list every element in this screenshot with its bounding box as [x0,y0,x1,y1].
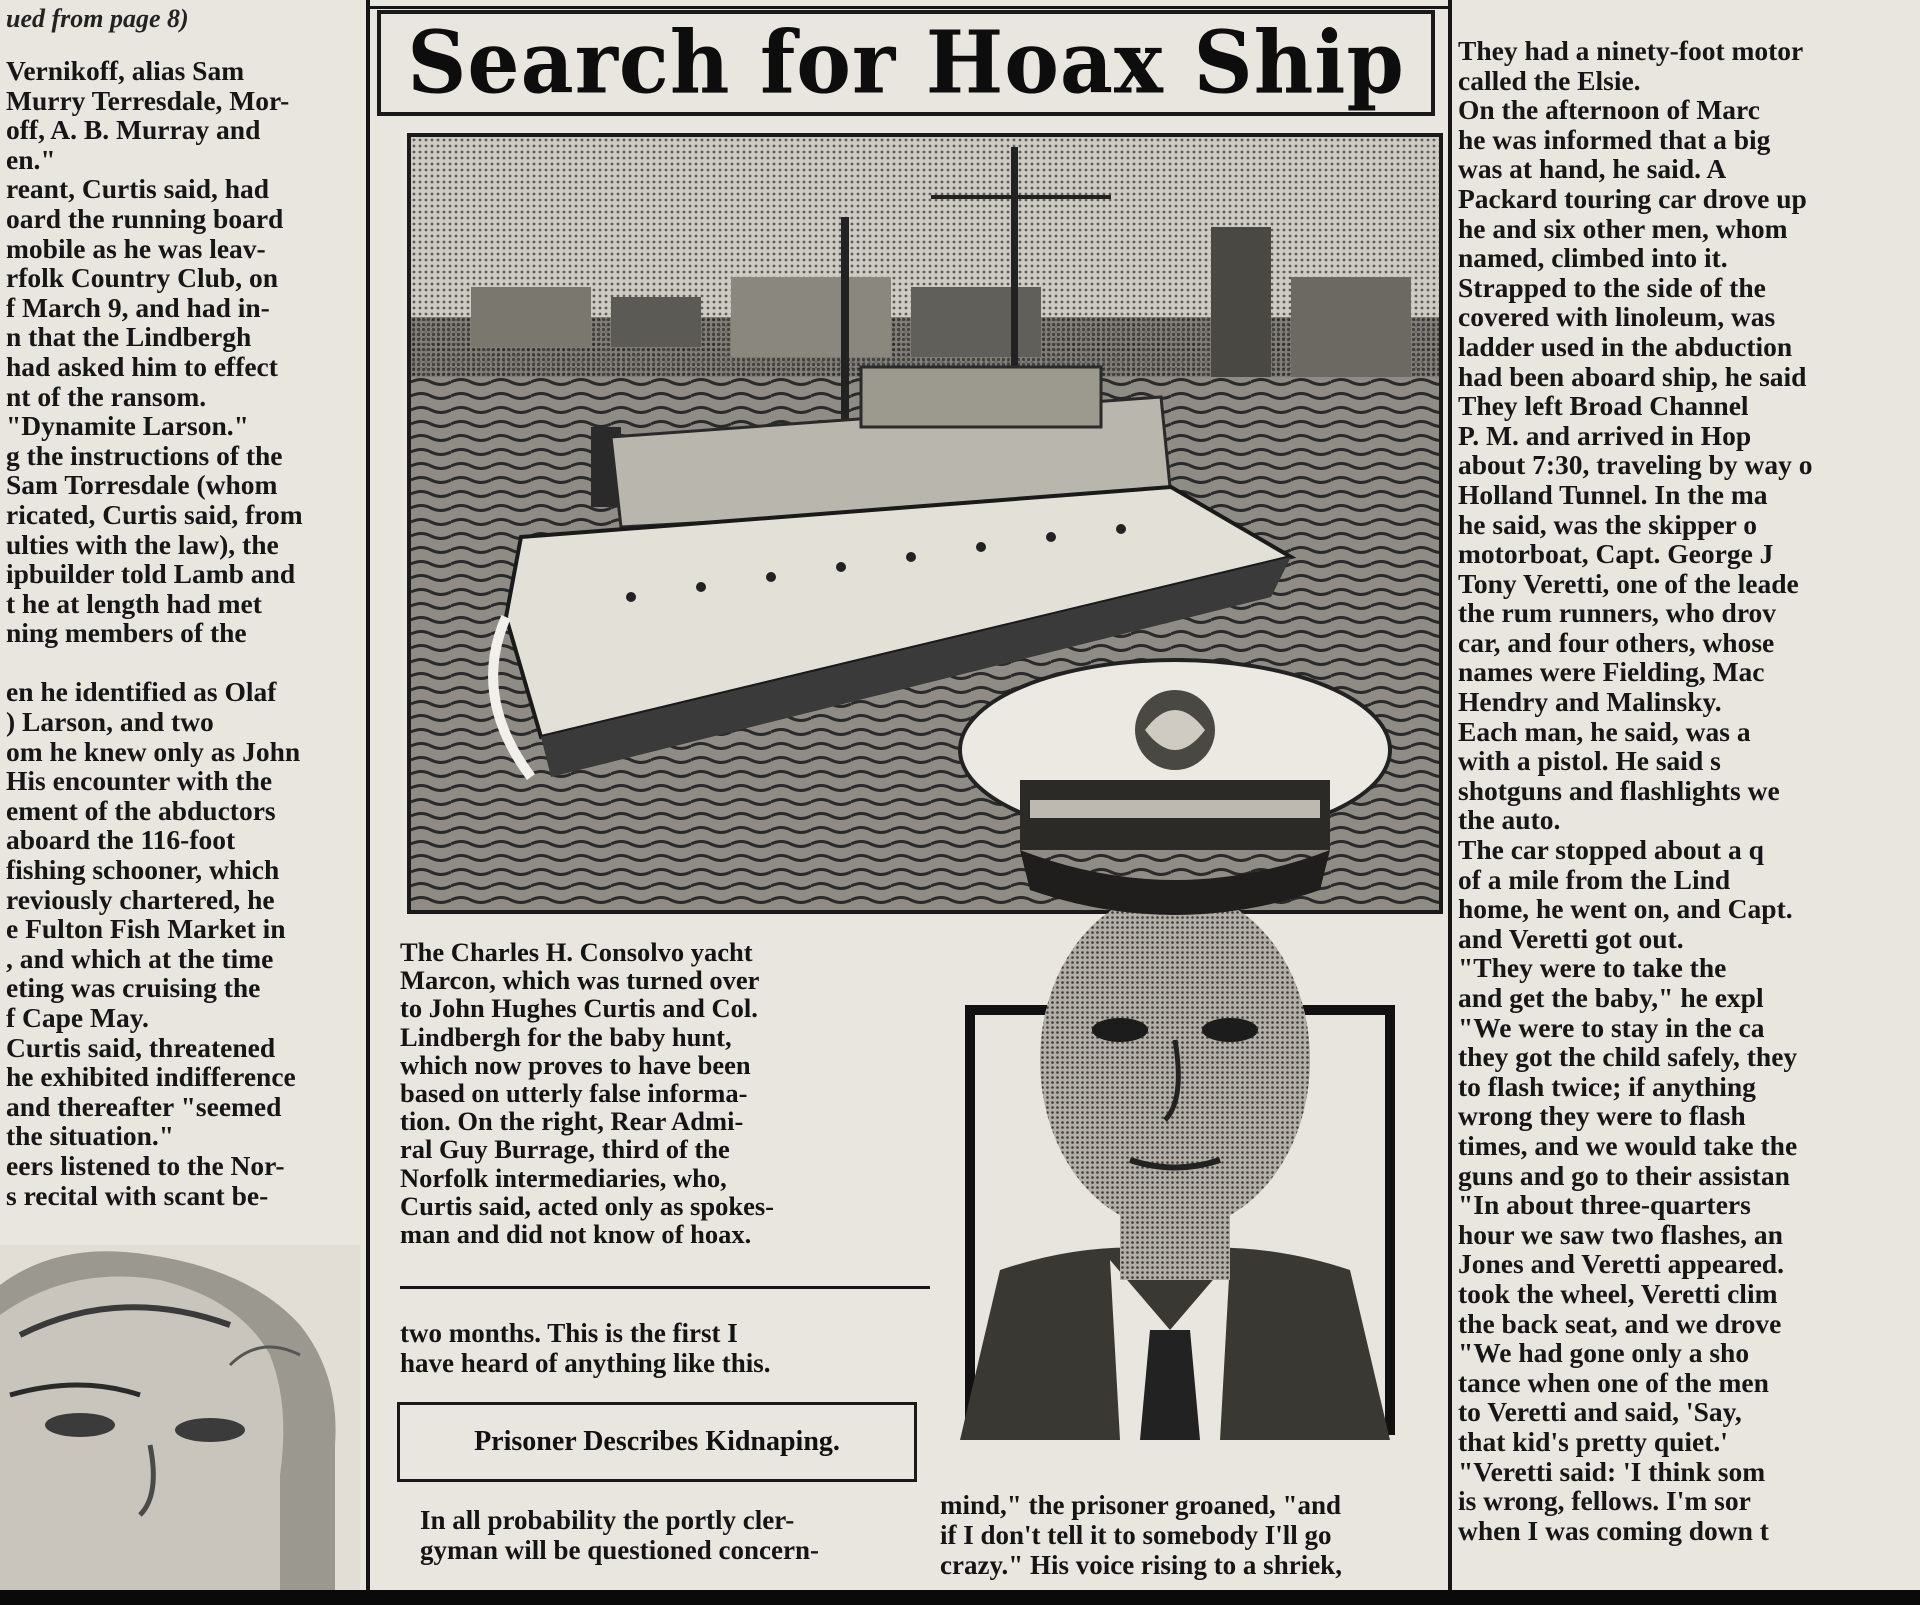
right-column-line: "They were to take the [1458,952,1727,984]
scan-bottom-edge [0,1590,1920,1605]
left-column-line: eers listened to the Nor- [6,1149,285,1181]
right-column-line: is wrong, fellows. I'm sor [1458,1485,1751,1517]
left-column-line: n that the Lindbergh [6,321,252,353]
left-column-line: om he knew only as John [6,735,301,767]
middle-continuation-line: have heard of anything like this. [400,1348,771,1378]
right-column-line: guns and go to their assistan [1458,1159,1790,1191]
right-column-line: wrong they were to flash [1458,1100,1746,1132]
caption-line: Marcon, which was turned over [400,965,760,996]
left-column-line: f Cape May. [6,1002,149,1033]
right-column-line: "We had gone only a sho [1458,1337,1750,1369]
middle-continuation-line: two months. This is the first I [400,1318,738,1348]
caption-line: ral Guy Burrage, third of the [400,1134,730,1165]
left-column-line: ement of the abductors [6,794,276,826]
continued-note: ued from page 8) [6,4,189,33]
left-column-line: t he at length had met [6,587,262,619]
column-rule-left [366,0,370,1590]
left-column-line: s recital with scant be- [6,1179,269,1211]
right-column-line: motorboat, Capt. George J [1458,538,1774,570]
photo-caption [400,938,900,1248]
left-column-line: he exhibited indifference [6,1061,296,1093]
left-column-line: g the instructions of the [6,439,283,471]
caption-line: based on utterly false informa- [400,1077,748,1108]
column-rule-right [1448,0,1452,1590]
middle-continuation-text [400,1318,930,1382]
left-column-line: had asked him to effect [6,350,278,382]
left-column-line: fishing schooner, which [6,854,280,886]
left-column-line: Murry Terresdale, Mor- [6,84,290,116]
admiral-portrait [940,640,1410,1440]
left-column-line: ) Larson, and two [6,706,214,738]
right-column-line: Packard touring car drove up [1458,182,1807,214]
right-column-line: home, he went on, and Capt. [1458,893,1793,925]
left-column-line: the situation." [6,1120,175,1152]
right-column-line: car, and four others, whose [1458,626,1775,658]
right-column-line: Strapped to the side of the [1458,271,1766,303]
headline: Search for Hoax Ship [407,12,1405,114]
right-column-line: On the afternoon of Marc [1458,94,1760,126]
caption-rule [400,1286,930,1289]
left-column-line: e Fulton Fish Market in [6,913,286,945]
left-column-line: Vernikoff, alias Sam [6,56,245,86]
right-column-line: covered with linoleum, was [1458,301,1776,333]
center-bottom-line: crazy." His voice rising to a shriek, [940,1550,1342,1580]
left-column-line: oard the running board [6,202,284,234]
right-column-line: with a pistol. He said s [1458,745,1721,777]
left-column-line: rfolk Country Club, on [6,262,278,294]
right-column-line: Hendry and Malinsky. [1458,686,1722,718]
right-column-line: and Veretti got out. [1458,922,1684,954]
right-column-text [1458,36,1918,1590]
left-column-line: en he identified as Olaf [6,676,277,708]
right-column-line: times, and we would take the [1458,1129,1798,1161]
right-column-line: they got the child safely, they [1458,1041,1798,1073]
left-column-line: aboard the 116-foot [6,824,236,856]
right-column-line: to Veretti and said, 'Say, [1458,1396,1742,1428]
left-column-line: reant, Curtis said, had [6,173,270,205]
left-column-line: ulties with the law), the [6,528,279,560]
right-column-line: They had a ninety-foot motor [1458,36,1804,66]
caption-line: Lindbergh for the baby hunt, [400,1021,732,1052]
subhead-box [397,1402,917,1482]
right-column-line: the auto. [1458,804,1561,836]
right-column-line: he was informed that a big [1458,123,1771,155]
right-column-line: when I was coming down t [1458,1514,1769,1546]
left-column-line: mobile as he was leav- [6,232,266,264]
left-column-line: "Dynamite Larson." [6,410,249,442]
right-column-line: was at hand, he said. A [1458,153,1727,185]
caption-line: man and did not know of hoax. [400,1218,752,1249]
right-column-line: he and six other men, whom [1458,212,1788,244]
center-bottom-line: mind," the prisoner groaned, "and [940,1490,1342,1520]
right-column-line: hour we saw two flashes, an [1458,1218,1783,1250]
right-column-line: "We were to stay in the ca [1458,1011,1765,1043]
caption-line: Norfolk intermediaries, who, [400,1162,727,1193]
caption-line: Curtis said, acted only as spokes- [400,1190,774,1221]
right-column-line: took the wheel, Veretti clim [1458,1277,1778,1309]
right-column-line: The car stopped about a q [1458,834,1764,866]
right-column-line: that kid's pretty quiet.' [1458,1425,1728,1457]
left-column-line: ning members of the [6,617,247,649]
right-column-line: Holland Tunnel. In the ma [1458,478,1768,510]
left-column-line: Sam Torresdale (whom [6,469,278,501]
caption-line: The Charles H. Consolvo yacht [400,938,753,967]
middle-bottom-text [420,1505,920,1585]
right-column-line: tance when one of the men [1458,1366,1769,1398]
left-column-line: off, A. B. Murray and [6,114,261,146]
right-column-line: Tony Veretti, one of the leade [1458,567,1799,599]
caption-line: which now proves to have been [400,1049,751,1080]
left-column-line: Curtis said, threatened [6,1031,276,1063]
right-column-line: about 7:30, traveling by way o [1458,449,1813,481]
left-column-line: , and which at the time [6,942,274,974]
top-rule [370,6,1448,9]
left-column-text [6,56,362,1236]
right-column-line: and get the baby," he expl [1458,982,1764,1013]
right-column-line: names were Fielding, Mac [1458,656,1765,688]
left-column-line: His encounter with the [6,765,273,797]
right-column-line: had been aboard ship, he said [1458,360,1807,392]
left-column-line [6,648,362,678]
headline-box [377,10,1435,116]
right-column-line: Each man, he said, was a [1458,715,1751,747]
left-column-line: reviously chartered, he [6,883,275,915]
caption-line: tion. On the right, Rear Admi- [400,1106,744,1137]
right-column-line: Jones and Veretti appeared. [1458,1248,1784,1280]
left-column-line: ipbuilder told Lamb and [6,558,296,590]
right-column-line: of a mile from the Lind [1458,863,1731,895]
left-column-line: f March 9, and had in- [6,291,270,323]
middle-bottom-line: In all probability the portly cler- [420,1505,795,1535]
right-column-line: shotguns and flashlights we [1458,774,1780,806]
center-bottom-line: if I don't tell it to somebody I'll go [940,1520,1332,1550]
right-column-line: called the Elsie. [1458,64,1641,96]
left-column-line: nt of the ransom. [6,380,207,412]
right-column-line: named, climbed into it. [1458,242,1728,274]
right-column-line: the back seat, and we drove [1458,1307,1782,1339]
left-column-line: and thereafter "seemed [6,1090,282,1122]
center-bottom-text [940,1490,1440,1586]
portrait-photo-lower-left [0,1245,360,1590]
left-column-line: eting was cruising the [6,972,261,1004]
right-column-line: to flash twice; if anything [1458,1070,1756,1102]
left-column-line: ricated, Curtis said, from [6,498,303,530]
right-column-line: "In about three-quarters [1458,1189,1751,1221]
right-column-line: They left Broad Channel [1458,390,1749,422]
right-column-line: P. M. and arrived in Hop [1458,419,1752,451]
left-column-line: en." [6,143,56,175]
right-column-line: ladder used in the abduction [1458,330,1793,362]
right-column-line: he said, was the skipper o [1458,508,1757,540]
right-column-line: the rum runners, who drov [1458,597,1777,629]
caption-line: to John Hughes Curtis and Col. [400,993,758,1024]
right-column-line: "Veretti said: 'I think som [1458,1455,1766,1487]
subhead: Prisoner Describes Kidnaping. [474,1426,840,1457]
middle-bottom-line: gyman will be questioned concern- [420,1535,820,1565]
